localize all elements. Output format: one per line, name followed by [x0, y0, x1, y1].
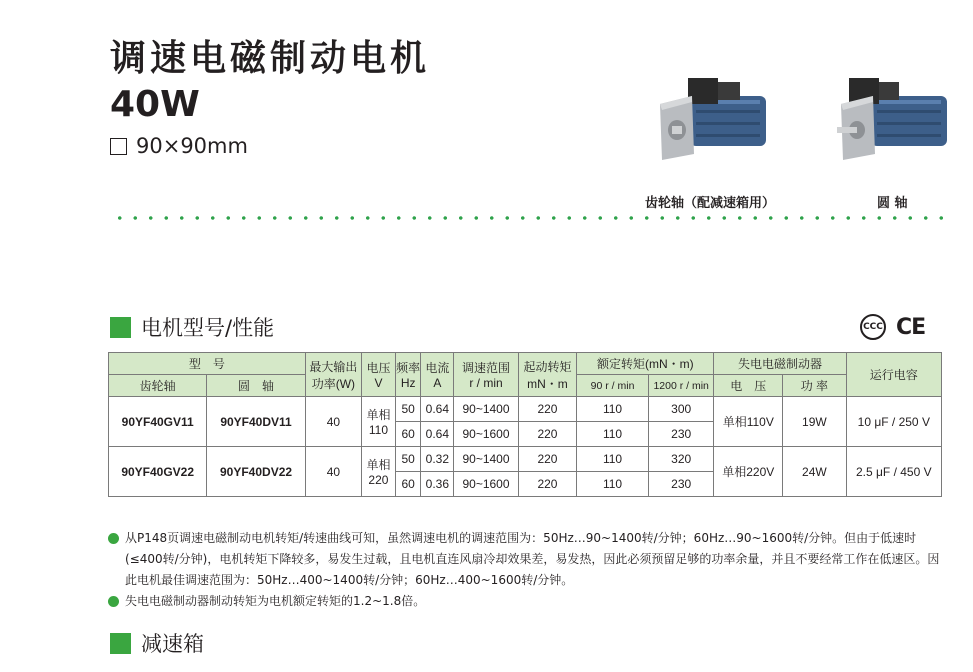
rated-90-cell: 110 — [577, 472, 649, 497]
gear-shaft-motor-image — [652, 74, 782, 162]
model-round-cell: 90YF40DV22 — [207, 447, 305, 497]
ce-mark-icon: CE — [896, 314, 926, 340]
speed-range-cell: 90~1400 — [454, 447, 519, 472]
header-brake-voltage: 电 压 — [714, 375, 783, 397]
brake-voltage-cell: 单相220V — [714, 447, 783, 497]
brake-power-cell: 24W — [783, 447, 847, 497]
header-capacitor: 运行电容 — [846, 353, 941, 397]
current-cell: 0.64 — [421, 397, 454, 422]
table-header-row — [109, 353, 942, 375]
frequency-cell: 50 — [395, 397, 421, 422]
rated-1200-cell: 300 — [648, 397, 714, 422]
brake-power-cell: 19W — [783, 397, 847, 447]
capacitor-cell: 2.5 μF / 450 V — [846, 447, 941, 497]
notes-list — [108, 528, 948, 612]
table-row — [109, 447, 942, 472]
header-brake-power: 功 率 — [783, 375, 847, 397]
header-current: 电流 A — [421, 353, 454, 397]
starting-torque-cell: 220 — [518, 472, 576, 497]
header-model: 型 号 — [109, 353, 306, 375]
round-shaft-motor-image — [835, 74, 955, 162]
frame-size — [110, 134, 248, 158]
rated-1200-cell: 230 — [648, 472, 714, 497]
note-item — [108, 591, 948, 612]
header-brake: 失电电磁制动器 — [714, 353, 846, 375]
rated-90-cell: 110 — [577, 397, 649, 422]
voltage-cell: 单相 220 — [362, 447, 396, 497]
model-gear-cell: 90YF40GV22 — [109, 447, 207, 497]
starting-torque-cell: 220 — [518, 422, 576, 447]
bullet-icon — [108, 596, 119, 607]
table-row — [109, 397, 942, 422]
max-power-cell: 40 — [305, 447, 361, 497]
frequency-cell: 60 — [395, 472, 421, 497]
note-text: 失电电磁制动器制动转矩为电机额定转矩的1.2~1.8倍。 — [125, 594, 426, 608]
header-round-shaft: 圆 轴 — [207, 375, 305, 397]
header-rated-torque: 额定转矩(mN・m) — [577, 353, 714, 375]
round-shaft-caption: 圆 轴 — [877, 196, 908, 211]
rated-90-cell: 110 — [577, 447, 649, 472]
bullet-icon — [108, 533, 119, 544]
power-rating: 40W — [110, 84, 200, 125]
gear-shaft-caption: 齿轮轴（配减速箱用） — [645, 196, 776, 211]
rated-1200-cell: 320 — [648, 447, 714, 472]
current-cell: 0.64 — [421, 422, 454, 447]
model-gear-cell: 90YF40GV11 — [109, 397, 207, 447]
frame-size-text: 90×90mm — [136, 134, 248, 158]
current-cell: 0.36 — [421, 472, 454, 497]
section-square-icon — [110, 633, 131, 654]
spec-table — [108, 352, 942, 497]
section-title: 电机型号/性能 — [141, 316, 275, 340]
header-speed-range: 调速范围 r / min — [454, 353, 519, 397]
voltage-cell: 单相 110 — [362, 397, 396, 447]
capacitor-cell: 10 μF / 250 V — [846, 397, 941, 447]
ccc-mark-icon: CCC — [860, 314, 886, 340]
speed-range-cell: 90~1400 — [454, 397, 519, 422]
section-square-icon — [110, 317, 131, 338]
note-item — [108, 528, 948, 591]
certification-marks — [860, 314, 925, 340]
dotted-divider — [112, 215, 952, 221]
starting-torque-cell: 220 — [518, 397, 576, 422]
header-rated-90: 90 r / min — [577, 375, 649, 397]
header-gear-shaft: 齿轮轴 — [109, 375, 207, 397]
max-power-cell: 40 — [305, 397, 361, 447]
frequency-cell: 60 — [395, 422, 421, 447]
model-round-cell: 90YF40DV11 — [207, 397, 305, 447]
header-rated-1200: 1200 r / min — [648, 375, 714, 397]
section-title: 减速箱 — [141, 632, 204, 656]
header-frequency: 频率 Hz — [395, 353, 421, 397]
frequency-cell: 50 — [395, 447, 421, 472]
header-max-power: 最大输出 功率(W) — [305, 353, 361, 397]
rated-90-cell: 110 — [577, 422, 649, 447]
starting-torque-cell: 220 — [518, 447, 576, 472]
current-cell: 0.32 — [421, 447, 454, 472]
brake-voltage-cell: 单相110V — [714, 397, 783, 447]
square-icon — [110, 138, 127, 155]
section-heading-performance — [110, 312, 274, 342]
rated-1200-cell: 230 — [648, 422, 714, 447]
note-text: 从P148页调速电磁制动电机转矩/转速曲线可知，虽然调速电机的调速范围为：50Hz…90~1400转/分钟；60Hz…90~1600转/分钟。但由于低速时(≤400转/分钟)，电机转矩下降较多，易发生过载，且电机直连风扇冷却效果差，易发热，因此必须预留足够的功率余量，并且不要经常工作在低速区。因此电机最佳调速范围为：50Hz…400~1400转/分钟；60Hz…400~1600转/分钟。 — [125, 531, 940, 587]
product-title: 调速电磁制动电机 — [110, 38, 431, 79]
header-starting-torque: 起动转矩 mN・m — [518, 353, 576, 397]
section-heading-gearbox — [110, 628, 204, 658]
speed-range-cell: 90~1600 — [454, 472, 519, 497]
speed-range-cell: 90~1600 — [454, 422, 519, 447]
header-voltage: 电压 V — [362, 353, 396, 397]
